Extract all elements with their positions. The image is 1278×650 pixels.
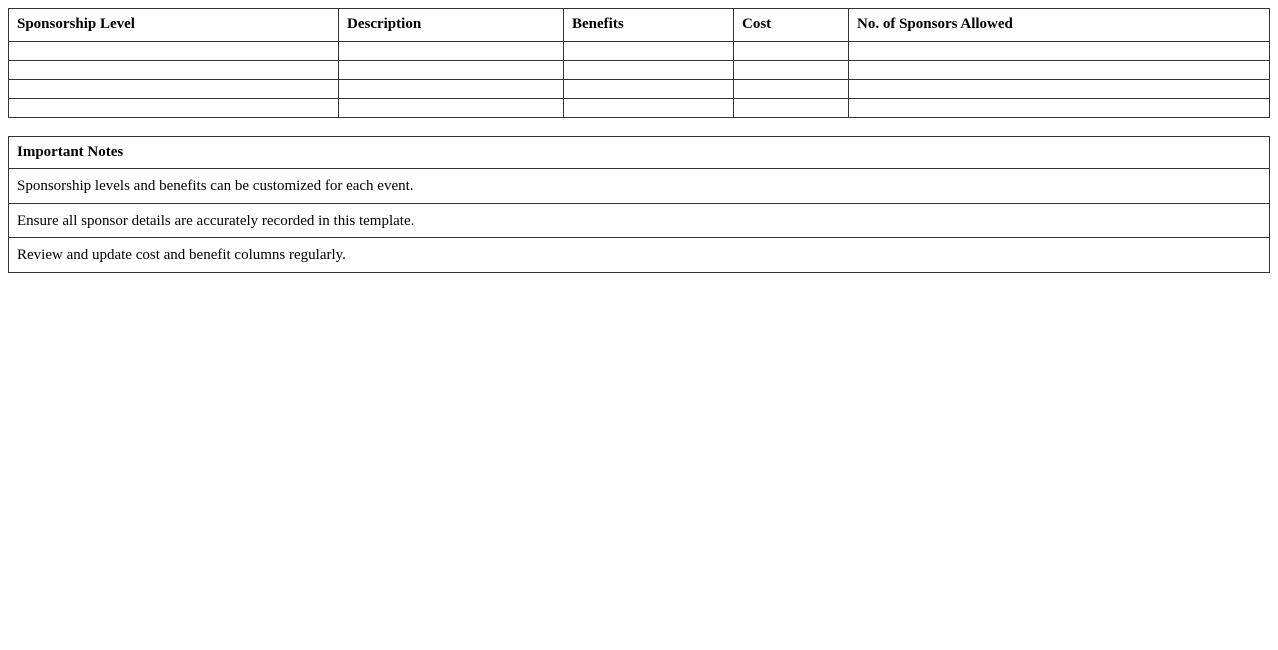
cell-sponsorship-level[interactable] [9,41,339,60]
column-header-description: Description [339,9,564,42]
cell-benefits[interactable] [564,79,734,98]
document-page [0,0,1278,281]
table-row [9,60,1270,79]
notes-table-body [9,136,1270,272]
table-header-row [9,9,1270,42]
table-row [9,41,1270,60]
cell-cost[interactable] [734,60,849,79]
table-header [9,9,1270,42]
note-text: Ensure all sponsor details are accurately recorded in this template. [9,203,1270,238]
column-header-cost: Cost [734,9,849,42]
cell-no-of-sponsors-allowed[interactable] [849,98,1270,117]
cell-cost[interactable] [734,98,849,117]
cell-cost[interactable] [734,41,849,60]
note-text: Sponsorship levels and benefits can be customized for each event. [9,169,1270,204]
cell-no-of-sponsors-allowed[interactable] [849,79,1270,98]
cell-benefits[interactable] [564,98,734,117]
notes-header-row [9,136,1270,169]
table-row [9,98,1270,117]
cell-sponsorship-level[interactable] [9,79,339,98]
cell-description[interactable] [339,98,564,117]
sponsorship-levels-table [8,8,1270,118]
important-notes-table [8,136,1270,273]
cell-description[interactable] [339,60,564,79]
cell-no-of-sponsors-allowed[interactable] [849,41,1270,60]
column-header-sponsorship-level: Sponsorship Level [9,9,339,42]
column-header-no-of-sponsors-allowed: No. of Sponsors Allowed [849,9,1270,42]
note-row [9,169,1270,204]
cell-description[interactable] [339,79,564,98]
cell-benefits[interactable] [564,41,734,60]
cell-sponsorship-level[interactable] [9,98,339,117]
cell-benefits[interactable] [564,60,734,79]
cell-cost[interactable] [734,79,849,98]
column-header-benefits: Benefits [564,9,734,42]
cell-sponsorship-level[interactable] [9,60,339,79]
table-body [9,41,1270,117]
note-row [9,203,1270,238]
cell-no-of-sponsors-allowed[interactable] [849,60,1270,79]
note-text: Review and update cost and benefit columns regularly. [9,238,1270,273]
notes-header-label: Important Notes [9,136,1270,169]
table-row [9,79,1270,98]
cell-description[interactable] [339,41,564,60]
note-row [9,238,1270,273]
